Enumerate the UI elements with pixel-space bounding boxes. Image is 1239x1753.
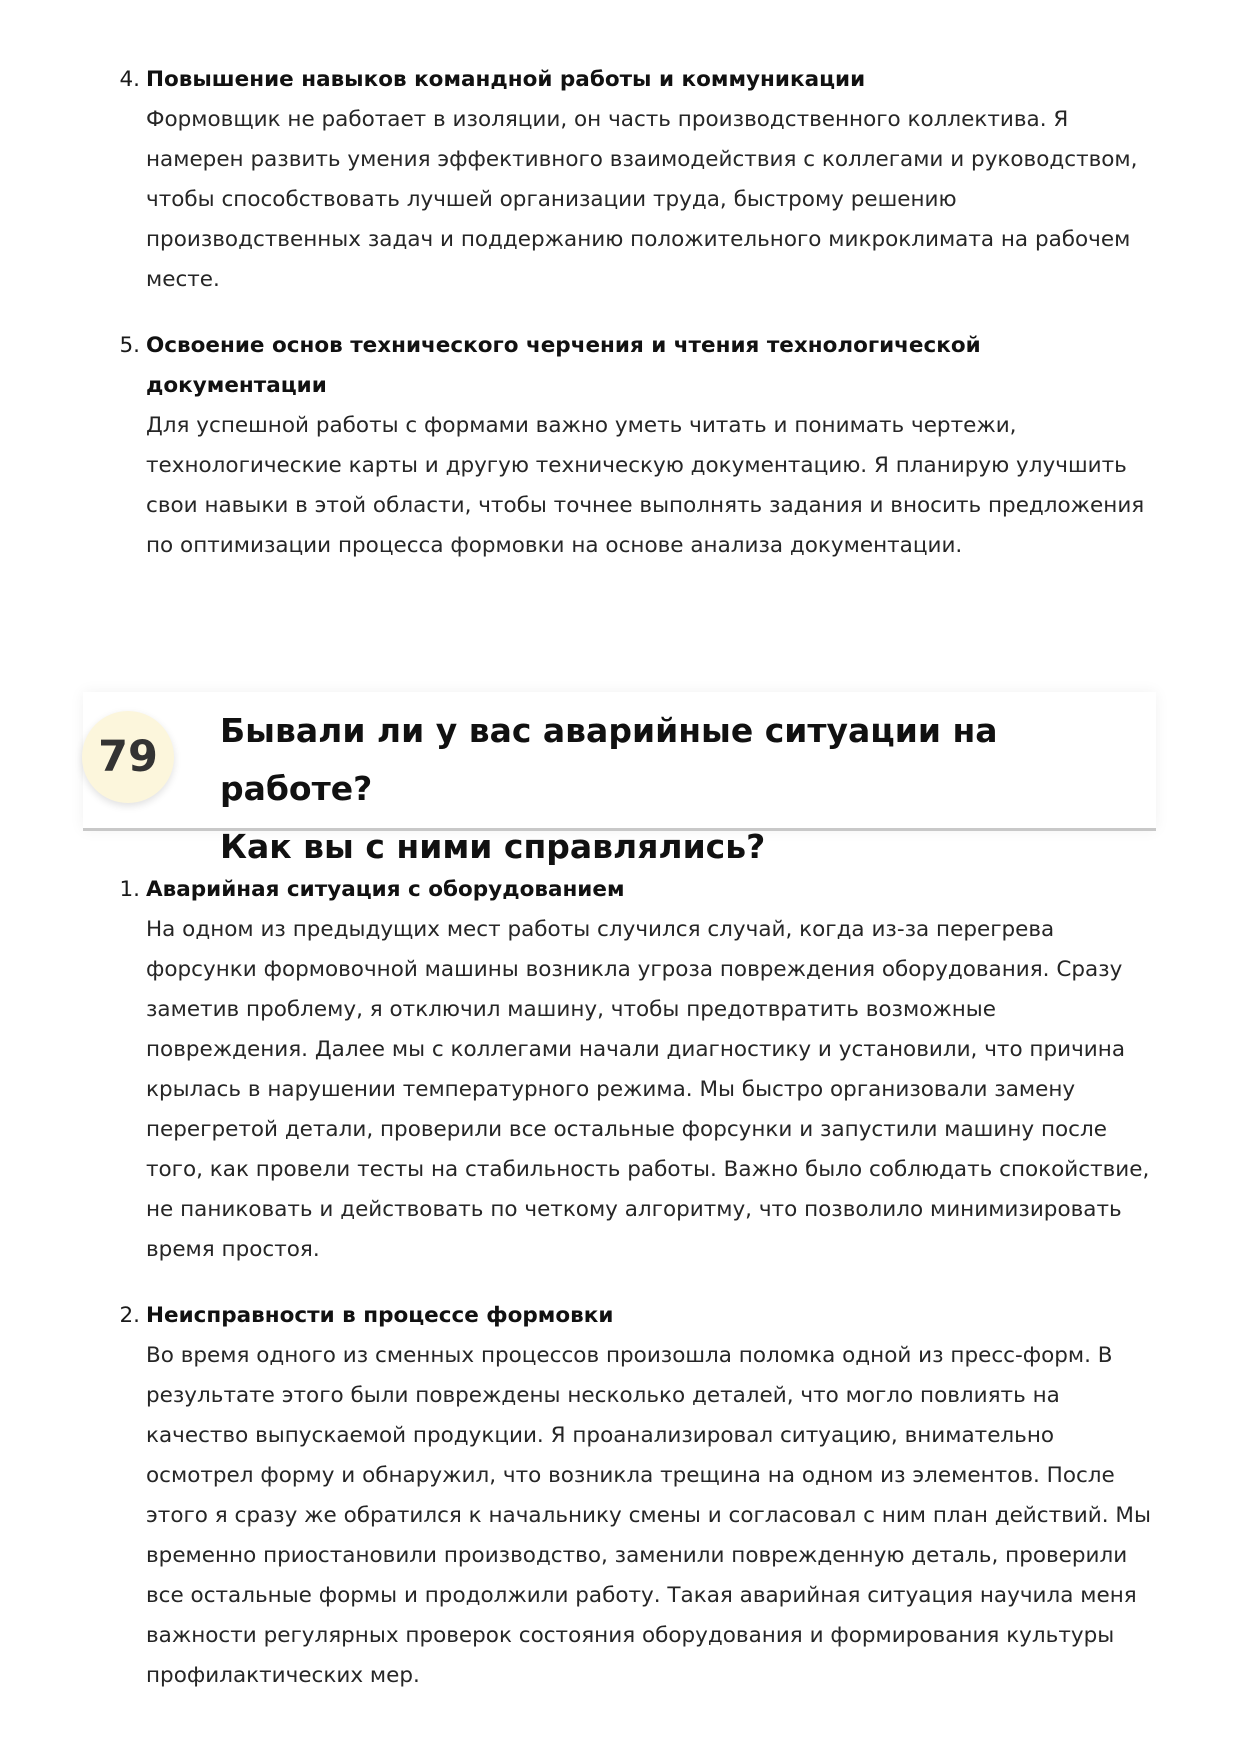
body-line: На одном из предыдущих мест работы случился случай, когда из-за перегрева	[146, 917, 1055, 942]
body-line: временно приостановили производство, заменили поврежденную деталь, проверили	[146, 1543, 1128, 1568]
body-line: профилактических мер.	[146, 1663, 420, 1688]
body-line: не паниковать и действовать по четкому алгоритму, что позволило минимизировать	[146, 1197, 1122, 1222]
question-title-line: Как вы с ними справлялись?	[220, 827, 766, 866]
body-line: важности регулярных проверок состояния оборудования и формирования культуры	[146, 1623, 1115, 1648]
list-item-4	[0, 60, 1239, 300]
body-line: этого я сразу же обратился к начальнику смены и согласовал с ним план действий. Мы	[146, 1503, 1151, 1528]
body-line: перегретой детали, проверили все остальные форсунки и запустили машину после	[146, 1117, 1107, 1142]
list-number: 5.	[119, 333, 140, 358]
list-number: 2.	[119, 1303, 140, 1328]
body-line: Формовщик не работает в изоляции, он часть производственного коллектива. Я	[146, 107, 1069, 132]
body-line: производственных задач и поддержанию положительного микроклимата на рабочем	[146, 227, 1131, 252]
body-line: Для успешной работы с формами важно уметь читать и понимать чертежи,	[146, 413, 1017, 438]
list-spacer	[0, 1270, 1239, 1296]
list-item-title: Повышение навыков командной работы и коммуникации	[146, 67, 866, 92]
body-line: Во время одного из сменных процессов произошла поломка одной из пресс-форм. В	[146, 1343, 1113, 1368]
body-line: намерен развить умения эффективного взаимодействия с коллегами и руководством,	[146, 147, 1138, 172]
body-line: по оптимизации процесса формовки на основе анализа документации.	[146, 533, 963, 558]
list-item-title: Аварийная ситуация с оборудованием	[146, 877, 625, 902]
body-line: все остальные формы и продолжили работу. Такая аварийная ситуация научила меня	[146, 1583, 1137, 1608]
list-item-body	[146, 1336, 1159, 1696]
question-number-badge: 79	[82, 711, 174, 803]
body-line: того, как провели тесты на стабильность работы. Важно было соблюдать спокойствие,	[146, 1157, 1150, 1182]
list-item-5	[0, 326, 1239, 566]
body-line: время простоя.	[146, 1237, 320, 1262]
body-line: форсунки формовочной машины возникла угроза повреждения оборудования. Сразу	[146, 957, 1123, 982]
list-item-title: Освоение основ технического черчения и чтения технологической документации	[146, 333, 981, 398]
body-line: свои навыки в этой области, чтобы точнее выполнять задания и вносить предложения	[146, 493, 1145, 518]
body-line: повреждения. Далее мы с коллегами начали диагностику и установили, что причина	[146, 1037, 1126, 1062]
body-line: качество выпускаемой продукции. Я проанализировал ситуацию, внимательно	[146, 1423, 1055, 1448]
answer-list	[0, 870, 1239, 1696]
body-line: заметив проблему, я отключил машину, чтобы предотвратить возможные	[146, 997, 996, 1022]
list-spacer	[0, 300, 1239, 326]
list-number: 4.	[119, 67, 140, 92]
body-line: крылась в нарушении температурного режима. Мы быстро организовали замену	[146, 1077, 1076, 1102]
body-line: технологические карты и другую техническую документацию. Я планирую улучшить	[146, 453, 1127, 478]
body-line: месте.	[146, 267, 220, 292]
question-title-line: Бывали ли у вас аварийные ситуации на работе?	[220, 711, 998, 808]
list-item-body	[146, 100, 1159, 300]
question-title	[220, 702, 1140, 876]
list-number: 1.	[119, 877, 140, 902]
body-line: чтобы способствовать лучшей организации труда, быстрому решению	[146, 187, 957, 212]
list-item-title: Неисправности в процессе формовки	[146, 1303, 614, 1328]
list-item-body	[146, 406, 1159, 566]
body-line: результате этого были повреждены несколько деталей, что могло повлиять на	[146, 1383, 1060, 1408]
top-list	[0, 60, 1239, 566]
list-item-body	[146, 910, 1159, 1270]
list-item-1	[0, 870, 1239, 1270]
body-line: осмотрел форму и обнаружил, что возникла трещина на одном из элементов. После	[146, 1463, 1115, 1488]
list-item-2	[0, 1296, 1239, 1696]
